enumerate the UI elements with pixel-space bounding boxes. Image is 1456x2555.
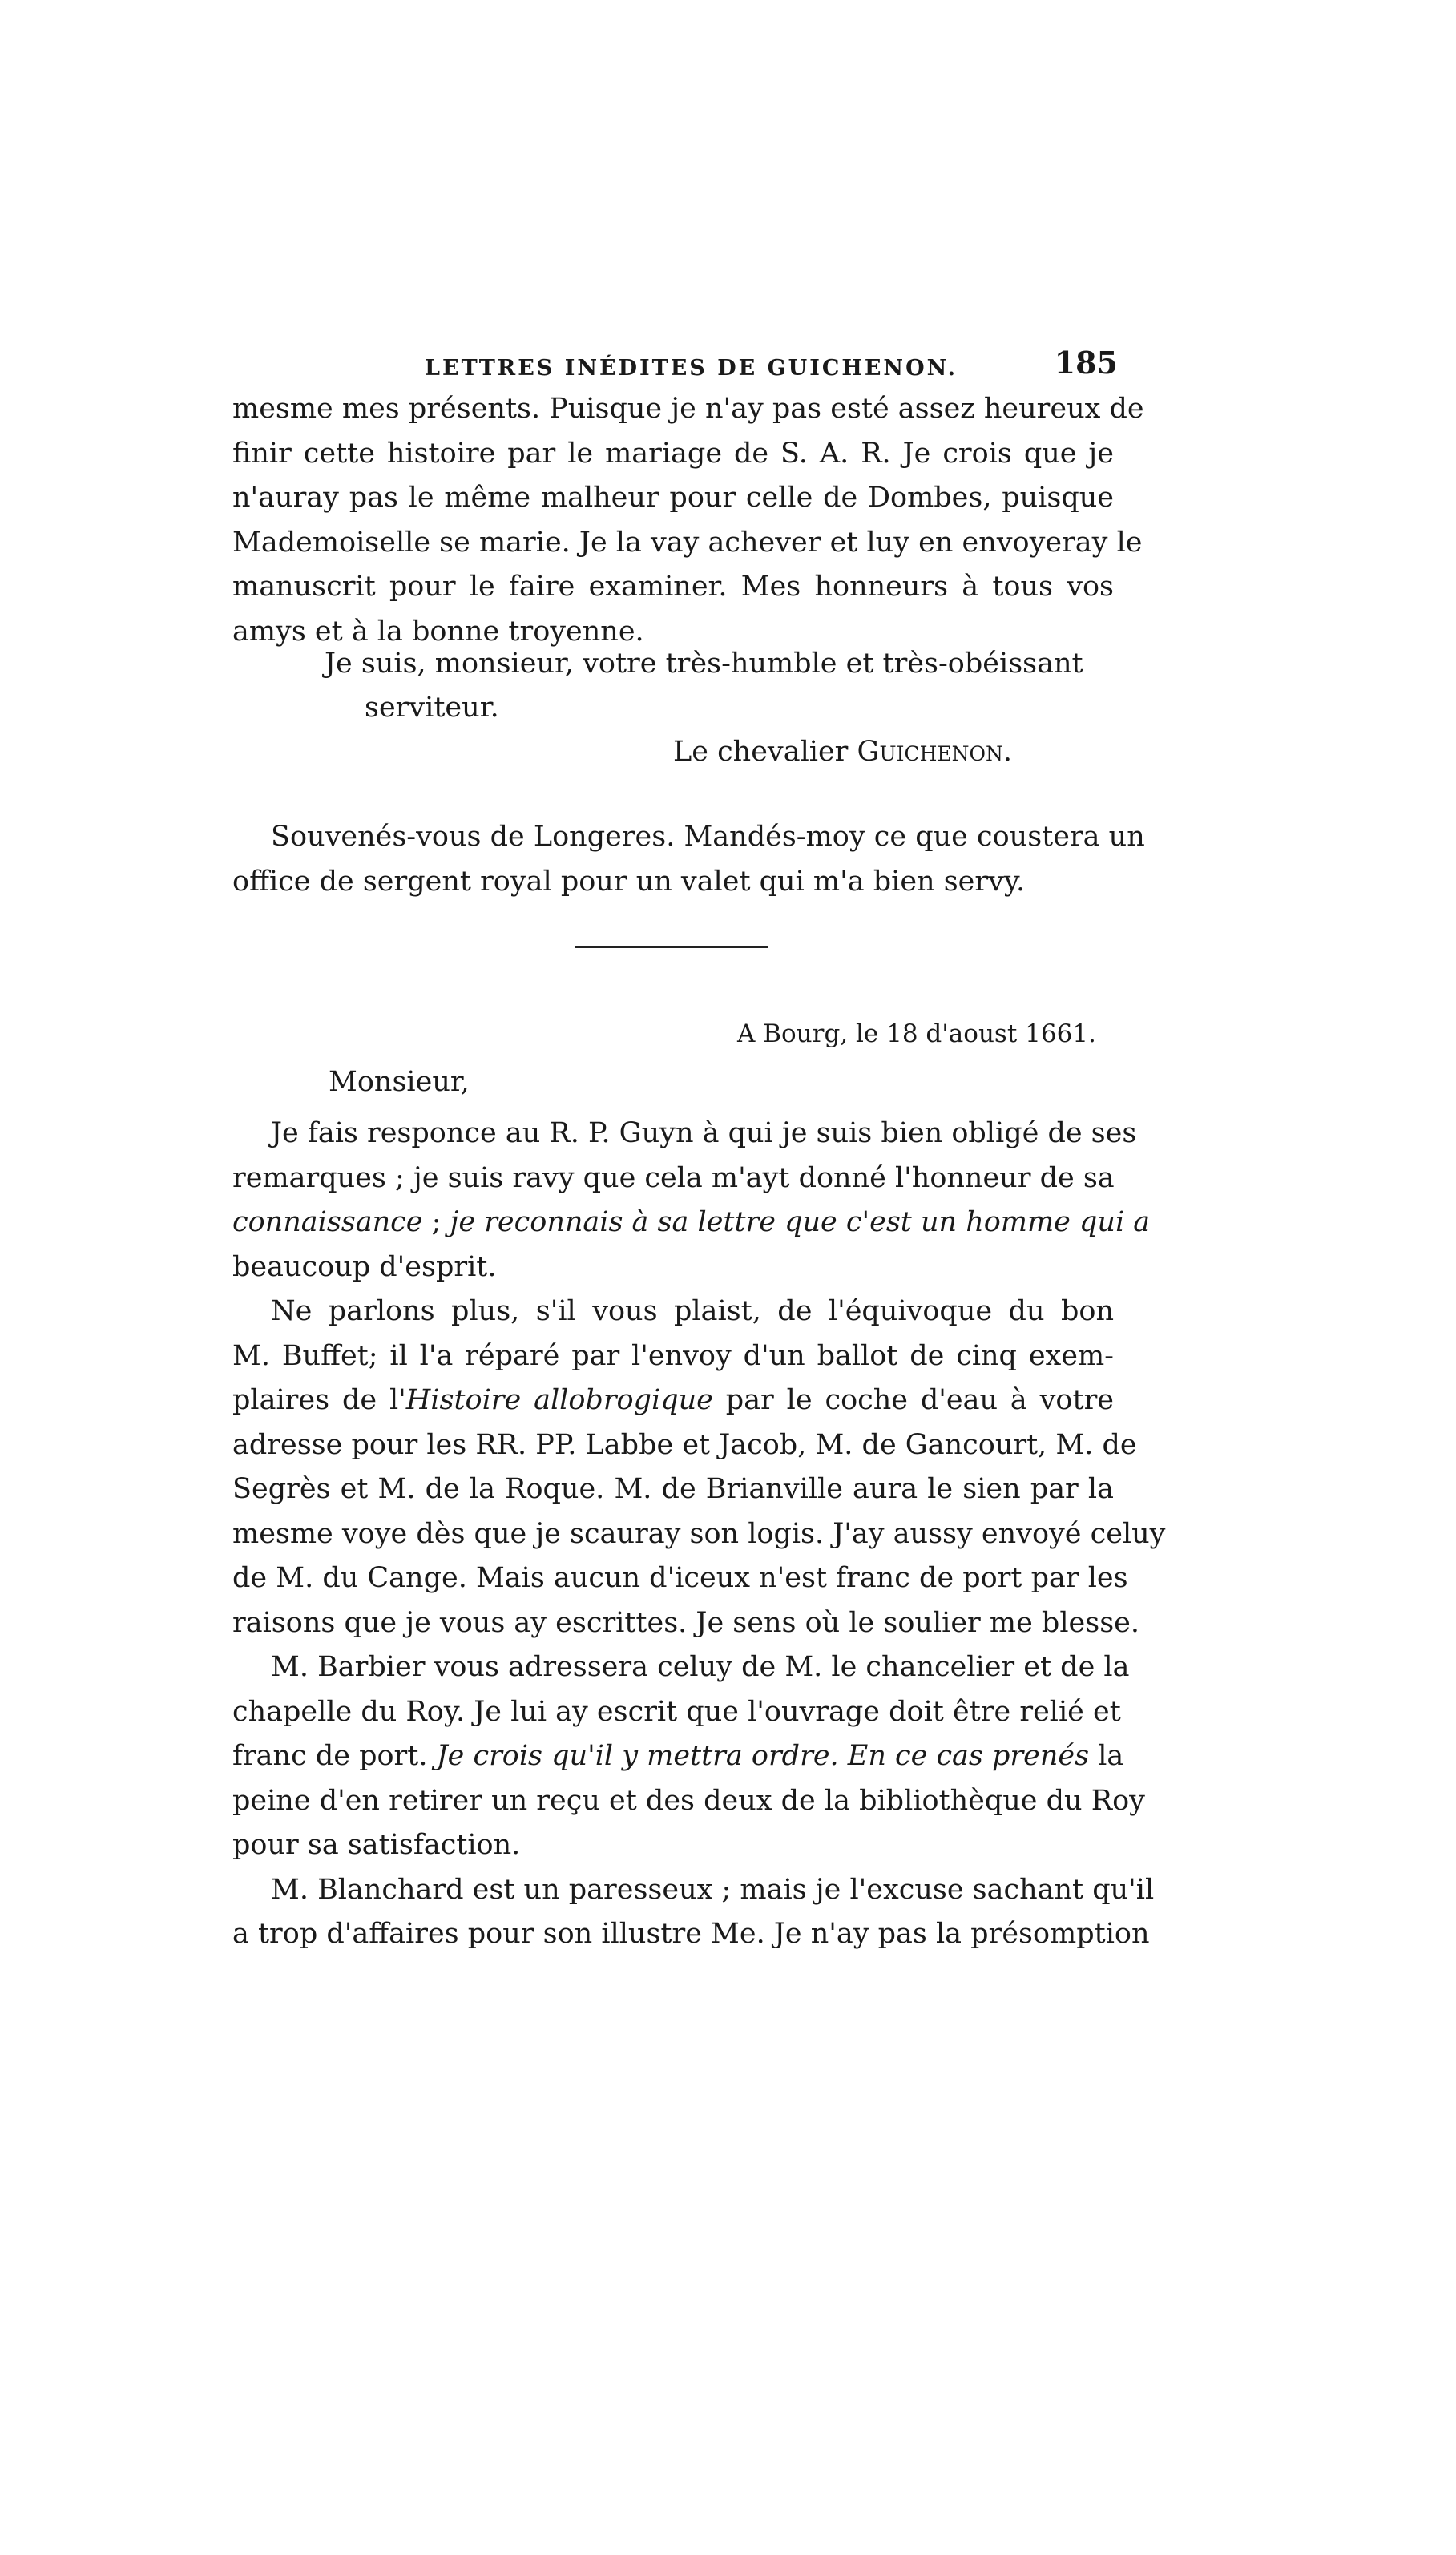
signature-name: Guichenon [857, 736, 1003, 768]
book-title: Histoire allobrogique [405, 1384, 713, 1416]
text-line: Je fais responce au R. P. Guyn à qui je suis bien obligé de ses [271, 1117, 1137, 1149]
closing-formula-end: serviteur. [365, 692, 499, 724]
running-title: LETTRES INÉDITES DE GUICHENON. [425, 356, 958, 381]
text-line: office de sergent royal pour un valet qui m'a bien servy. [232, 865, 1026, 898]
text-line [232, 1378, 1114, 1423]
text-line: raisons que je vous ay escrittes. Je sens où le soulier me blesse. [232, 1606, 1139, 1639]
signature [673, 736, 1012, 768]
text-line [232, 1201, 1151, 1245]
text-line: remarques ; je suis ravy que cela m'ayt donné l'honneur de sa [232, 1161, 1115, 1194]
text-line: mesme voye dès que je scauray son logis. J'ay aussy envoyé celuy [232, 1517, 1166, 1550]
dateline: A Bourg, le 18 d'aoust 1661. [737, 1019, 1096, 1048]
text-fragment: par le coche d'eau à votre [712, 1384, 1115, 1416]
text-line: pour sa satisfaction. [232, 1829, 521, 1861]
text-line: M. Buffet; il l'a réparé par l'envoy d'un ballot de cinq exem- [232, 1339, 1114, 1372]
text-fragment: plaires de l' [232, 1384, 406, 1416]
text-line [232, 1734, 1124, 1779]
text-line: Souvenés-vous de Longeres. Mandés-moy ce que coustera un [271, 821, 1145, 853]
page-header [425, 345, 1126, 393]
text-line: Ne parlons plus, s'il vous plaist, de l'équivoque du bon [271, 1295, 1114, 1327]
text-line: peine d'en retirer un reçu et des deux de la bibliothèque du Roy [232, 1784, 1145, 1817]
text-line: n'auray pas le même malheur pour celle de Dombes, puisque [232, 482, 1114, 514]
salutation: Monsieur, [329, 1066, 470, 1098]
text-fragment: ; [422, 1206, 450, 1238]
text-line: amys et à la bonne troyenne. [232, 615, 644, 648]
italic-text: Je crois qu'il y mettra ordre. En ce cas prenés [436, 1740, 1090, 1772]
italic-text: je reconnais à sa lettre que c'est un homme qui a [450, 1206, 1151, 1238]
signature-prefix: Le chevalier [673, 736, 857, 768]
letter2-body [232, 1112, 1166, 1957]
text-line: M. Blanchard est un paresseux ; mais je l'excuse sachant qu'il [271, 1873, 1155, 1906]
postscript [232, 815, 1145, 904]
page-number: 185 [1054, 345, 1118, 381]
text-line: mesme mes présents. Puisque je n'ay pas esté assez heureux de [232, 393, 1144, 425]
italic-text: connaissance [232, 1206, 423, 1238]
text-line: Segrès et M. de la Roque. M. de Brianville aura le sien par la [232, 1473, 1114, 1505]
closing-formula: Je suis, monsieur, votre très-humble et très-obéissant [325, 648, 1083, 680]
text-fragment: franc de port. [232, 1740, 437, 1772]
text-line: finir cette histoire par le mariage de S. A. R. Je crois que je [232, 437, 1114, 470]
text-line: beaucoup d'esprit. [232, 1250, 497, 1283]
text-line: adresse pour les RR. PP. Labbe et Jacob, M. de Gancourt, M. de [232, 1428, 1137, 1461]
signature-suffix: . [1002, 736, 1013, 768]
letter1-body [232, 387, 1144, 654]
text-line: manuscrit pour le faire examiner. Mes honneurs à tous vos [232, 571, 1114, 603]
text-line: M. Barbier vous adressera celuy de M. le chancelier et de la [271, 1651, 1130, 1683]
text-fragment: la [1089, 1740, 1124, 1772]
text-line: Mademoiselle se marie. Je la vay achever et luy en envoyeray le [232, 526, 1143, 559]
section-separator [575, 946, 768, 948]
text-line: a trop d'affaires pour son illustre Me. Je n'ay pas la présomption [232, 1918, 1150, 1950]
text-line: de M. du Cange. Mais aucun d'iceux n'est franc de port par les [232, 1562, 1128, 1594]
text-line: chapelle du Roy. Je lui ay escrit que l'ouvrage doit être relié et [232, 1695, 1121, 1728]
